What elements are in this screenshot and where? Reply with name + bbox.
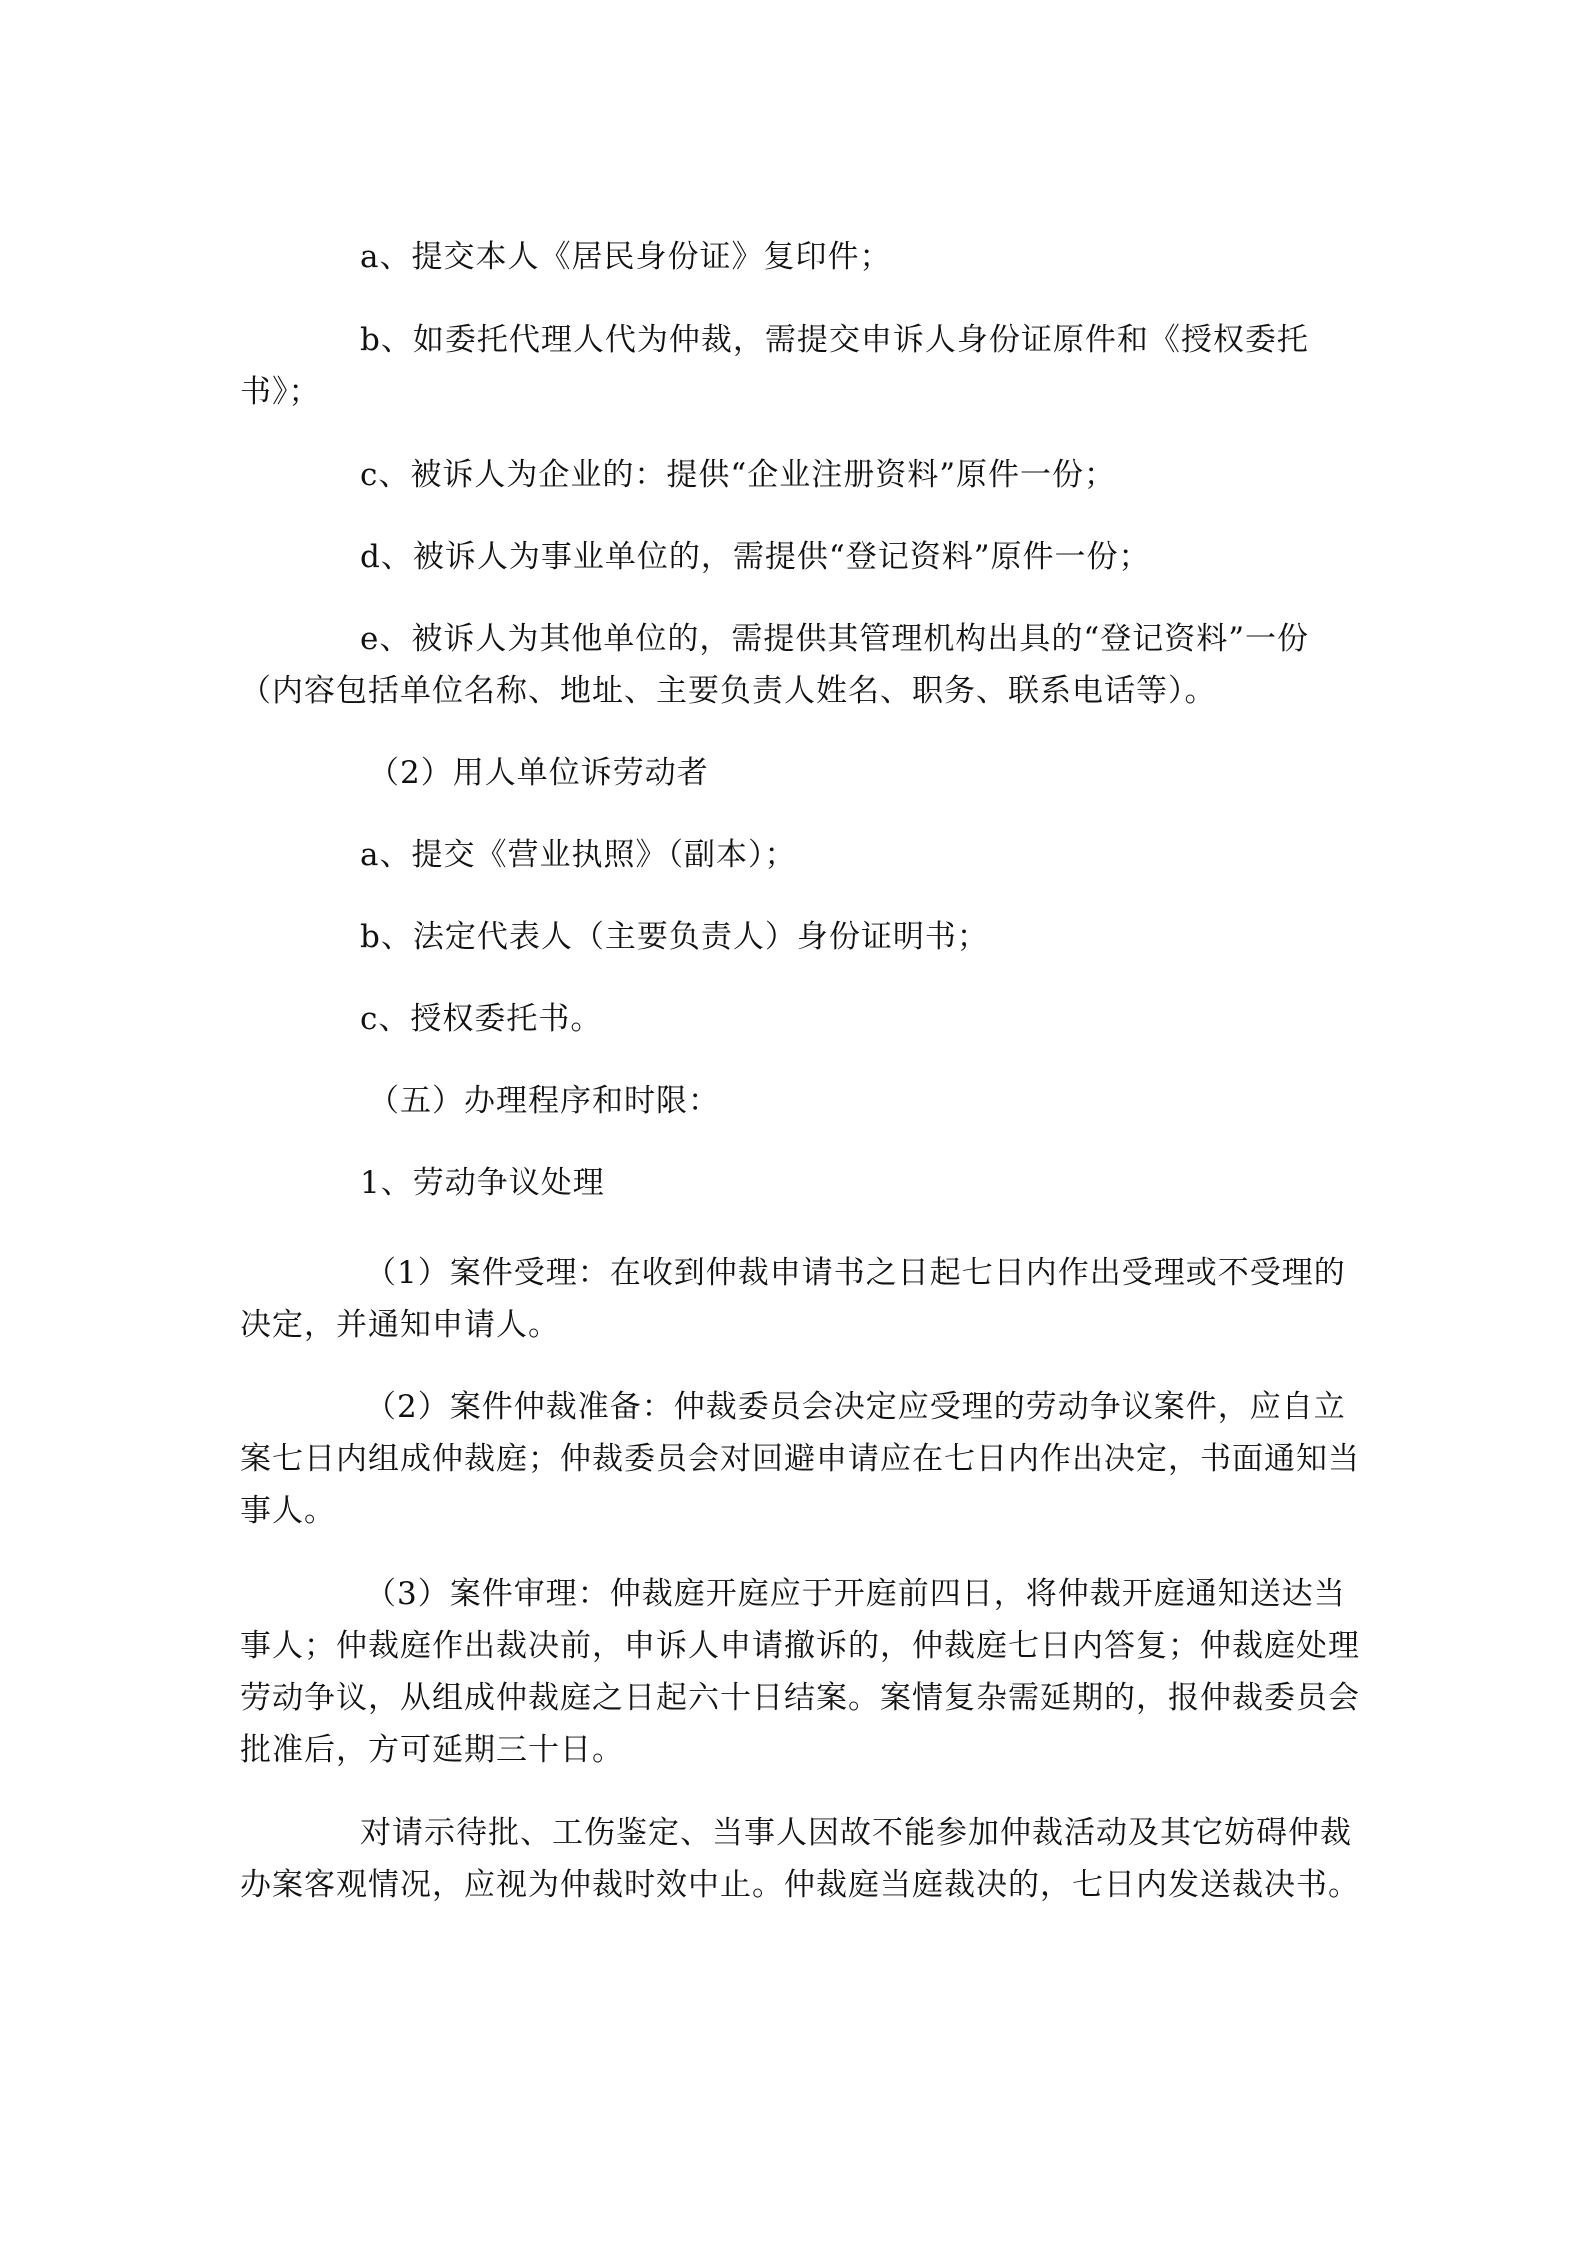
- paragraph-case-hearing: （3）案件审理：仲裁庭开庭应于开庭前四日，将仲裁开庭通知送达当事人；仲裁庭作出裁决前，申诉人申请撤诉的，仲裁庭七日内答复；仲裁庭处理劳动争议，从组成仲裁庭之日起六十日结案。案情复杂需延期的，报仲裁委员会批准后，方可延期三十日。: [240, 1576, 1360, 1768]
- subheading-employer-vs-worker: （2）用人单位诉劳动者: [368, 755, 709, 791]
- subheading-labor-dispute-handling: 1、劳动争议处理: [360, 1165, 605, 1201]
- paragraph-arbitration-suspension: 对请示待批、工伤鉴定、当事人因故不能参加仲裁活动及其它妨碍仲裁办案客观情况，应视为仲裁时效中止。仲裁庭当庭裁决的，七日内发送裁决书。: [240, 1815, 1360, 1903]
- paragraph-employer-c-authorization: c、授权委托书。: [360, 1001, 603, 1037]
- paragraph-requirement-a-id-card: a、提交本人《居民身份证》复印件；: [360, 239, 892, 275]
- section-heading-procedure-time-limits: （五）办理程序和时限：: [368, 1083, 720, 1119]
- paragraph-requirement-e-other-unit: e、被诉人为其他单位的，需提供其管理机构出具的“登记资料”一份（内容包括单位名称、地址、主要负责人姓名、职务、联系电话等）。: [240, 621, 1310, 709]
- paragraph-requirement-c-enterprise: c、被诉人为企业的：提供“企业注册资料”原件一份；: [360, 457, 1117, 493]
- paragraph-case-acceptance: （1）案件受理：在收到仲裁申请书之日起七日内作出受理或不受理的决定，并通知申请人。: [240, 1255, 1346, 1343]
- paragraph-employer-a-license: a、提交《营业执照》（副本）；: [360, 837, 797, 873]
- paragraph-requirement-b-authorization: b、如委托代理人代为仲裁，需提交申诉人身份证原件和《授权委托书》；: [240, 322, 1309, 410]
- paragraph-case-preparation: （2）案件仲裁准备：仲裁委员会决定应受理的劳动争议案件，应自立案七日内组成仲裁庭；仲裁委员会对回避申请应在七日内作出决定，书面通知当事人。: [240, 1389, 1360, 1529]
- paragraph-requirement-d-institution: d、被诉人为事业单位的，需提供“登记资料”原件一份；: [360, 539, 1151, 575]
- paragraph-employer-b-representative: b、法定代表人（主要负责人）身份证明书；: [360, 919, 989, 955]
